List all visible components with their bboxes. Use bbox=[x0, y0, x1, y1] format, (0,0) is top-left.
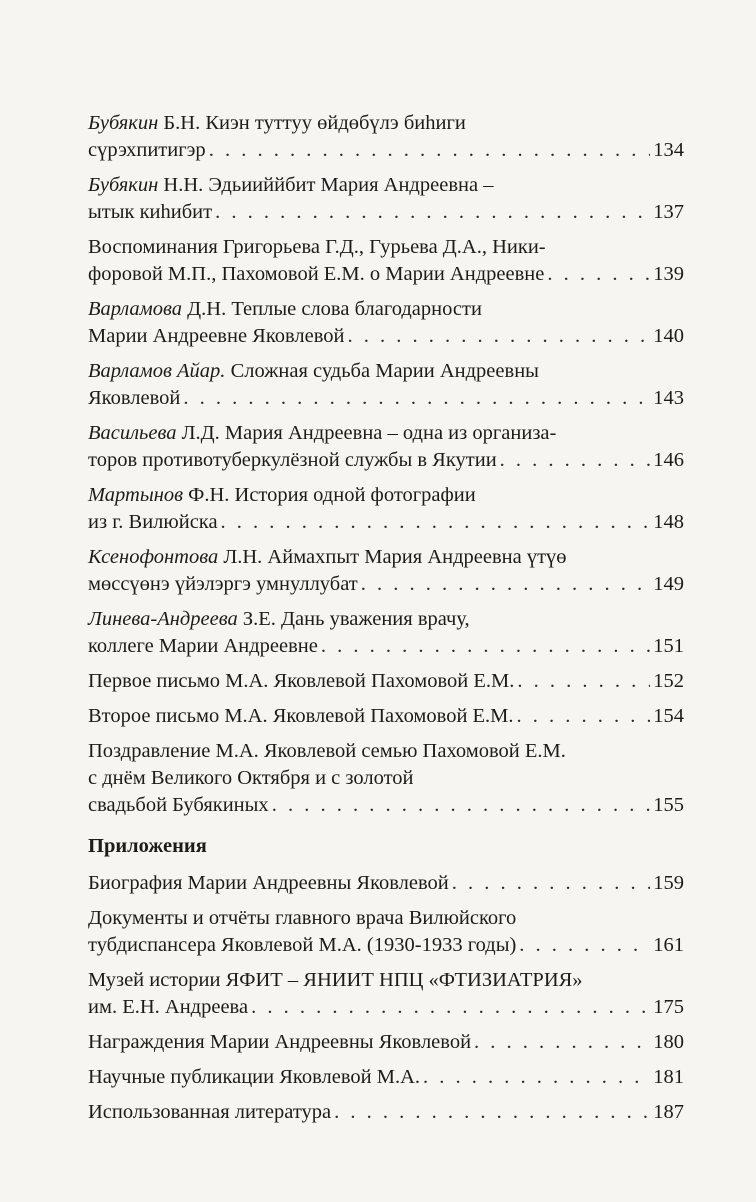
toc-entry bbox=[88, 358, 684, 412]
page-number: 159 bbox=[653, 872, 684, 894]
toc-entry-title: Поздравление М.А. Яковлевой семью Пахомовой Е.М. bbox=[88, 740, 566, 762]
toc-entry bbox=[88, 738, 684, 819]
toc-entry-title: Марии Андреевне Яковлевой bbox=[88, 325, 345, 347]
toc-entry-text bbox=[88, 482, 476, 509]
page-number: 149 bbox=[653, 573, 684, 595]
toc-entry-line bbox=[88, 703, 684, 730]
toc-appendix-entries bbox=[88, 870, 684, 1126]
toc-entry-line bbox=[88, 1029, 684, 1056]
toc-entry bbox=[88, 110, 684, 164]
toc-entry-title: Документы и отчёты главного врача Вилюйского bbox=[88, 907, 517, 929]
toc-entry-line bbox=[88, 110, 684, 137]
toc-entry bbox=[88, 1029, 684, 1056]
leader-dots bbox=[321, 633, 650, 660]
toc-entry-author: Васильева bbox=[88, 422, 177, 444]
toc-entry bbox=[88, 172, 684, 226]
leader-dots bbox=[474, 1029, 650, 1056]
toc-entry-title: Использованная литература bbox=[88, 1101, 332, 1123]
toc-entry-title: Сложная судьба Марии Андреевны bbox=[230, 360, 539, 382]
leader-dots bbox=[517, 668, 650, 695]
toc-entry-title: З.Е. Дань уважения врачу, bbox=[242, 608, 470, 630]
toc-entry-line bbox=[88, 633, 684, 660]
toc-entry-title: ытык киһибит bbox=[88, 201, 213, 223]
toc-entry-text bbox=[88, 765, 413, 792]
toc-entry-line bbox=[88, 994, 684, 1021]
toc-entry bbox=[88, 905, 684, 959]
appendix-heading: Приложения bbox=[88, 835, 207, 857]
page-number: 175 bbox=[653, 996, 684, 1018]
toc-entry-author: Линева-Андреева bbox=[88, 608, 238, 630]
toc-entry-text bbox=[88, 172, 493, 199]
page-number: 143 bbox=[653, 387, 684, 409]
toc-entry-title: Л.Д. Мария Андреевна – одна из организа- bbox=[181, 422, 557, 444]
toc-entry-line bbox=[88, 544, 684, 571]
toc-entry bbox=[88, 606, 684, 660]
page-number: 137 bbox=[653, 201, 684, 223]
toc-entry-text bbox=[88, 137, 206, 164]
toc-entry-author: Варламов Айар. bbox=[88, 360, 226, 382]
page-number: 140 bbox=[653, 325, 684, 347]
toc-entry-text bbox=[88, 385, 180, 412]
page-number: 134 bbox=[653, 139, 684, 161]
toc-entry-line bbox=[88, 905, 684, 932]
toc-entry-line bbox=[88, 792, 684, 819]
toc-entry-title: тубдиспансера Яковлевой М.А. (1930-1933 годы) bbox=[88, 934, 517, 956]
toc-entry-title: Научные публикации Яковлевой М.А. bbox=[88, 1066, 420, 1088]
toc-entry-line bbox=[88, 172, 684, 199]
leader-dots bbox=[452, 870, 651, 897]
toc-entry bbox=[88, 420, 684, 474]
toc-entry bbox=[88, 668, 684, 695]
leader-dots bbox=[423, 1064, 650, 1091]
table-of-contents bbox=[88, 110, 684, 1134]
toc-entry-title: Н.Н. Эдьииййбит Мария Андреевна – bbox=[163, 174, 494, 196]
toc-entry-text bbox=[88, 110, 466, 137]
page-number: 151 bbox=[653, 635, 684, 657]
toc-entry-author: Бубякин bbox=[88, 174, 159, 196]
toc-entry-author: Варламова bbox=[88, 298, 183, 320]
leader-dots bbox=[334, 1099, 650, 1126]
toc-entry-text bbox=[88, 199, 212, 226]
toc-entry-title: им. Е.Н. Андреева bbox=[88, 996, 249, 1018]
toc-entry-text bbox=[88, 738, 566, 765]
toc-entry-text bbox=[88, 358, 539, 385]
toc-entry-text bbox=[88, 261, 544, 288]
toc-entry-line bbox=[88, 932, 684, 959]
toc-entry-text bbox=[88, 323, 345, 350]
toc-entry-line bbox=[88, 261, 684, 288]
leader-dots bbox=[519, 932, 650, 959]
toc-entry-text bbox=[88, 870, 449, 897]
toc-entry-text bbox=[88, 296, 482, 323]
page-number: 181 bbox=[653, 1066, 684, 1088]
page-number: 180 bbox=[653, 1031, 684, 1053]
toc-entry-title: форовой М.П., Пахомовой Е.М. о Марии Андреевне bbox=[88, 263, 545, 285]
toc-entry bbox=[88, 234, 684, 288]
toc-entry-line bbox=[88, 358, 684, 385]
toc-entry bbox=[88, 544, 684, 598]
toc-entry-title: Музей истории ЯФИТ – ЯНИИТ НПЦ «ФТИЗИАТРИЯ» bbox=[88, 969, 583, 991]
toc-entry-title: Б.Н. Киэн туттуу өйдөбүлэ биһиги bbox=[163, 112, 466, 134]
leader-dots bbox=[221, 509, 651, 536]
toc-entry-title: сүрэхпитигэр bbox=[88, 139, 206, 161]
toc-entry-title: мөссүөнэ үйэлэргэ умнуллубат bbox=[88, 573, 358, 595]
toc-entry-line bbox=[88, 482, 684, 509]
toc-entry bbox=[88, 1064, 684, 1091]
toc-entry-text bbox=[88, 932, 516, 959]
toc-entry-title: Второе письмо М.А. Яковлевой Пахомовой Е.М. bbox=[88, 705, 514, 727]
toc-entry-title: торов противотуберкулёзной службы в Якутии bbox=[88, 449, 497, 471]
leader-dots bbox=[348, 323, 651, 350]
toc-entry-line bbox=[88, 571, 684, 598]
page-number: 152 bbox=[653, 670, 684, 692]
toc-entry-title: Биография Марии Андреевны Яковлевой bbox=[88, 872, 449, 894]
toc-entry-text bbox=[88, 792, 269, 819]
toc-entry-text bbox=[88, 633, 318, 660]
page-number: 154 bbox=[653, 705, 684, 727]
toc-entry-text bbox=[88, 606, 470, 633]
toc-entry-title: Д.Н. Теплые слова благодарности bbox=[187, 298, 482, 320]
leader-dots bbox=[209, 137, 651, 164]
leader-dots bbox=[500, 447, 651, 474]
toc-entry-text bbox=[88, 668, 514, 695]
toc-entry bbox=[88, 296, 684, 350]
toc-entry-title: свадьбой Бубякиных bbox=[88, 794, 269, 816]
leader-dots bbox=[517, 703, 651, 730]
page-number: 148 bbox=[653, 511, 684, 533]
toc-entry-text bbox=[88, 234, 546, 261]
toc-entry-line bbox=[88, 967, 684, 994]
toc-entry bbox=[88, 967, 684, 1021]
toc-entry-line bbox=[88, 738, 684, 765]
toc-entry-title: из г. Вилюйска bbox=[88, 511, 218, 533]
toc-entry-text bbox=[88, 447, 497, 474]
page-number: 155 bbox=[653, 794, 684, 816]
toc-entry-text bbox=[88, 509, 218, 536]
toc-entry-title: с днём Великого Октября и с золотой bbox=[88, 767, 414, 789]
toc-entry-text bbox=[88, 1029, 471, 1056]
toc-entry-line bbox=[88, 870, 684, 897]
toc-entry-author: Ксенофонтова bbox=[88, 546, 219, 568]
toc-entry-title: коллеге Марии Андреевне bbox=[88, 635, 318, 657]
toc-entry-line bbox=[88, 199, 684, 226]
leader-dots bbox=[215, 199, 650, 226]
leader-dots bbox=[251, 994, 650, 1021]
toc-entry-line bbox=[88, 668, 684, 695]
leader-dots bbox=[547, 261, 650, 288]
toc-entry bbox=[88, 870, 684, 897]
toc-entry-title: Первое письмо М.А. Яковлевой Пахомовой Е.М. bbox=[88, 670, 515, 692]
leader-dots bbox=[272, 792, 651, 819]
page-number: 161 bbox=[653, 934, 684, 956]
toc-entry-line bbox=[88, 606, 684, 633]
toc-entry-line bbox=[88, 765, 684, 792]
page-number: 139 bbox=[653, 263, 684, 285]
toc-entry-text bbox=[88, 571, 358, 598]
toc-entry-line bbox=[88, 234, 684, 261]
toc-entry-text bbox=[88, 967, 583, 994]
toc-entry-line bbox=[88, 447, 684, 474]
toc-entry-text bbox=[88, 544, 567, 571]
toc-entry-text bbox=[88, 703, 514, 730]
leader-dots bbox=[361, 571, 651, 598]
toc-entry-line bbox=[88, 137, 684, 164]
toc-entry-line bbox=[88, 509, 684, 536]
toc-entry bbox=[88, 703, 684, 730]
toc-entry-text bbox=[88, 905, 516, 932]
toc-entry-title: Л.Н. Аймахпыт Мария Андреевна үтүө bbox=[223, 546, 567, 568]
toc-entry-title: Яковлевой bbox=[88, 387, 181, 409]
page-number: 146 bbox=[653, 449, 684, 471]
toc-entry bbox=[88, 1099, 684, 1126]
toc-entry-line bbox=[88, 1099, 684, 1126]
toc-entry-line bbox=[88, 420, 684, 447]
toc-entry bbox=[88, 482, 684, 536]
toc-entry-author: Бубякин bbox=[88, 112, 159, 134]
toc-main-entries bbox=[88, 110, 684, 819]
toc-entry-title: Награждения Марии Андреевны Яковлевой bbox=[88, 1031, 472, 1053]
toc-entry-author: Мартынов bbox=[88, 484, 184, 506]
toc-entry-title: Ф.Н. История одной фотографии bbox=[188, 484, 476, 506]
toc-entry-line bbox=[88, 1064, 684, 1091]
toc-entry-line bbox=[88, 385, 684, 412]
page-number: 187 bbox=[653, 1101, 684, 1123]
toc-entry-text bbox=[88, 420, 556, 447]
toc-entry-title: Воспоминания Григорьева Г.Д., Гурьева Д.А., Ники- bbox=[88, 236, 546, 258]
toc-entry-text bbox=[88, 1064, 420, 1091]
toc-entry-text bbox=[88, 994, 248, 1021]
toc-entry-text bbox=[88, 1099, 331, 1126]
leader-dots bbox=[183, 385, 650, 412]
toc-entry-line bbox=[88, 296, 684, 323]
toc-entry-line bbox=[88, 323, 684, 350]
